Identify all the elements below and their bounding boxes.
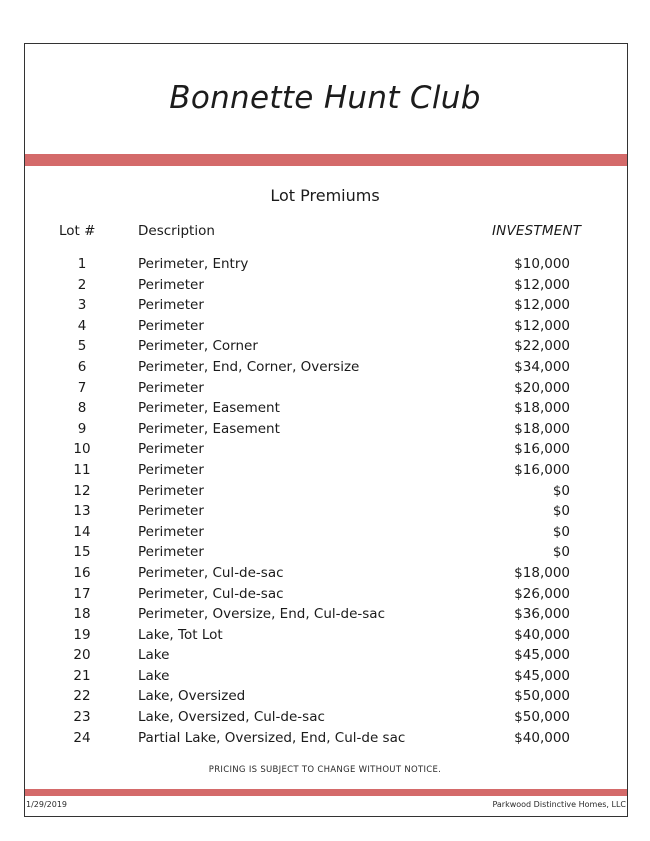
lot-number: 7 (77, 379, 87, 396)
lot-number: 16 (73, 564, 91, 581)
lot-number: 24 (73, 729, 91, 746)
table-row (0, 686, 650, 707)
lot-description: Perimeter (138, 441, 204, 458)
footer-divider-band (25, 789, 627, 796)
lot-investment: $18,000 (514, 564, 570, 581)
table-row (0, 501, 650, 522)
table-row (0, 378, 650, 399)
lot-description: Perimeter, Cul-de-sac (138, 564, 284, 581)
lot-description: Lake, Oversized (138, 688, 246, 705)
lot-investment: $40,000 (514, 729, 570, 746)
lot-number: 18 (73, 606, 91, 623)
lot-investment: $0 (552, 523, 570, 540)
lot-number: 6 (77, 358, 87, 375)
table-row (0, 357, 650, 378)
lot-number: 4 (77, 317, 87, 334)
lot-number: 10 (73, 441, 91, 458)
lot-description: Lake, Oversized, Cul-de-sac (138, 709, 325, 726)
lot-number: 13 (73, 503, 91, 520)
lot-investment: $20,000 (514, 379, 570, 396)
lot-investment: $18,000 (514, 400, 570, 417)
lot-number: 9 (77, 420, 87, 437)
table-row (0, 481, 650, 502)
lot-number: 20 (73, 647, 91, 664)
table-row (0, 419, 650, 440)
lot-investment: $36,000 (514, 606, 570, 623)
lot-description: Perimeter, Entry (138, 256, 249, 272)
lot-investment: $40,000 (514, 626, 570, 643)
table-row (0, 563, 650, 584)
lot-description: Perimeter, Easement (138, 420, 280, 437)
lot-investment: $16,000 (514, 441, 570, 458)
footer-date: 1/29/2019 (26, 800, 68, 809)
lot-description: Perimeter (138, 461, 204, 478)
lot-description: Lake, Tot Lot (138, 626, 223, 643)
lot-number: 12 (73, 482, 91, 499)
lot-description: Perimeter (138, 297, 204, 314)
lot-number: 2 (77, 276, 87, 293)
column-header-investment: INVESTMENT (492, 223, 582, 239)
lot-description: Perimeter, Cul-de-sac (138, 585, 284, 602)
lot-investment: $18,000 (514, 420, 570, 437)
lot-investment: $12,000 (514, 276, 570, 293)
lot-description: Perimeter (138, 482, 204, 499)
table-row (0, 542, 650, 563)
lot-number: 15 (73, 544, 91, 561)
section-title: Lot Premiums (270, 186, 380, 205)
table-row (0, 707, 650, 728)
table-row (0, 460, 650, 481)
lot-investment: $50,000 (514, 688, 570, 705)
lot-description: Perimeter (138, 379, 204, 396)
lot-description: Perimeter, End, Corner, Oversize (138, 358, 360, 375)
lot-description: Perimeter (138, 523, 204, 540)
table-row (0, 645, 650, 666)
lot-number: 21 (73, 667, 91, 684)
column-header-lot: Lot # (59, 223, 96, 239)
lot-number: 1 (77, 256, 87, 272)
table-row (0, 316, 650, 337)
lot-investment: $0 (552, 482, 570, 499)
table-row (0, 295, 650, 316)
lot-description: Perimeter (138, 544, 204, 561)
lot-description: Perimeter, Easement (138, 400, 280, 417)
table-row (0, 254, 650, 275)
lot-number: 3 (77, 297, 87, 314)
page-title: Bonnette Hunt Club (169, 80, 481, 116)
lot-investment: $0 (552, 544, 570, 561)
pricing-notice: PRICING IS SUBJECT TO CHANGE WITHOUT NOTICE. (208, 765, 442, 775)
table-row (0, 275, 650, 296)
table-row (0, 604, 650, 625)
lot-description: Perimeter, Oversize, End, Cul-de-sac (138, 606, 386, 623)
lot-investment: $45,000 (514, 667, 570, 684)
table-row (0, 522, 650, 543)
lot-description: Perimeter (138, 503, 204, 520)
lot-number: 19 (73, 626, 91, 643)
lot-number: 8 (77, 400, 87, 417)
column-header-description: Description (138, 223, 215, 239)
lot-investment: $26,000 (514, 585, 570, 602)
lot-investment: $10,000 (514, 256, 570, 272)
table-row (0, 728, 650, 749)
lot-investment: $12,000 (514, 317, 570, 334)
header-divider-band (25, 154, 627, 166)
lot-description: Perimeter (138, 317, 204, 334)
lot-description: Perimeter, Corner (138, 338, 258, 355)
lot-investment: $22,000 (514, 338, 570, 355)
lot-number: 5 (77, 338, 87, 355)
lot-description: Perimeter (138, 276, 204, 293)
lot-number: 23 (73, 709, 91, 726)
lot-number: 14 (73, 523, 91, 540)
table-row (0, 666, 650, 687)
lot-investment: $50,000 (514, 709, 570, 726)
table-row (0, 584, 650, 605)
lot-investment: $0 (552, 503, 570, 520)
table-row (0, 625, 650, 646)
footer-company: Parkwood Distinctive Homes, LLC (492, 800, 626, 809)
lot-investment: $12,000 (514, 297, 570, 314)
lot-number: 17 (73, 585, 91, 602)
table-row (0, 398, 650, 419)
lot-investment: $16,000 (514, 461, 570, 478)
lot-description: Lake (138, 647, 170, 664)
lot-number: 22 (73, 688, 91, 705)
lot-number: 11 (73, 461, 91, 478)
lot-investment: $34,000 (514, 358, 570, 375)
lot-description: Lake (138, 667, 170, 684)
table-row (0, 439, 650, 460)
lot-premium-table (0, 254, 650, 748)
lot-investment: $45,000 (514, 647, 570, 664)
table-row (0, 336, 650, 357)
lot-description: Partial Lake, Oversized, End, Cul-de sac (138, 729, 406, 746)
